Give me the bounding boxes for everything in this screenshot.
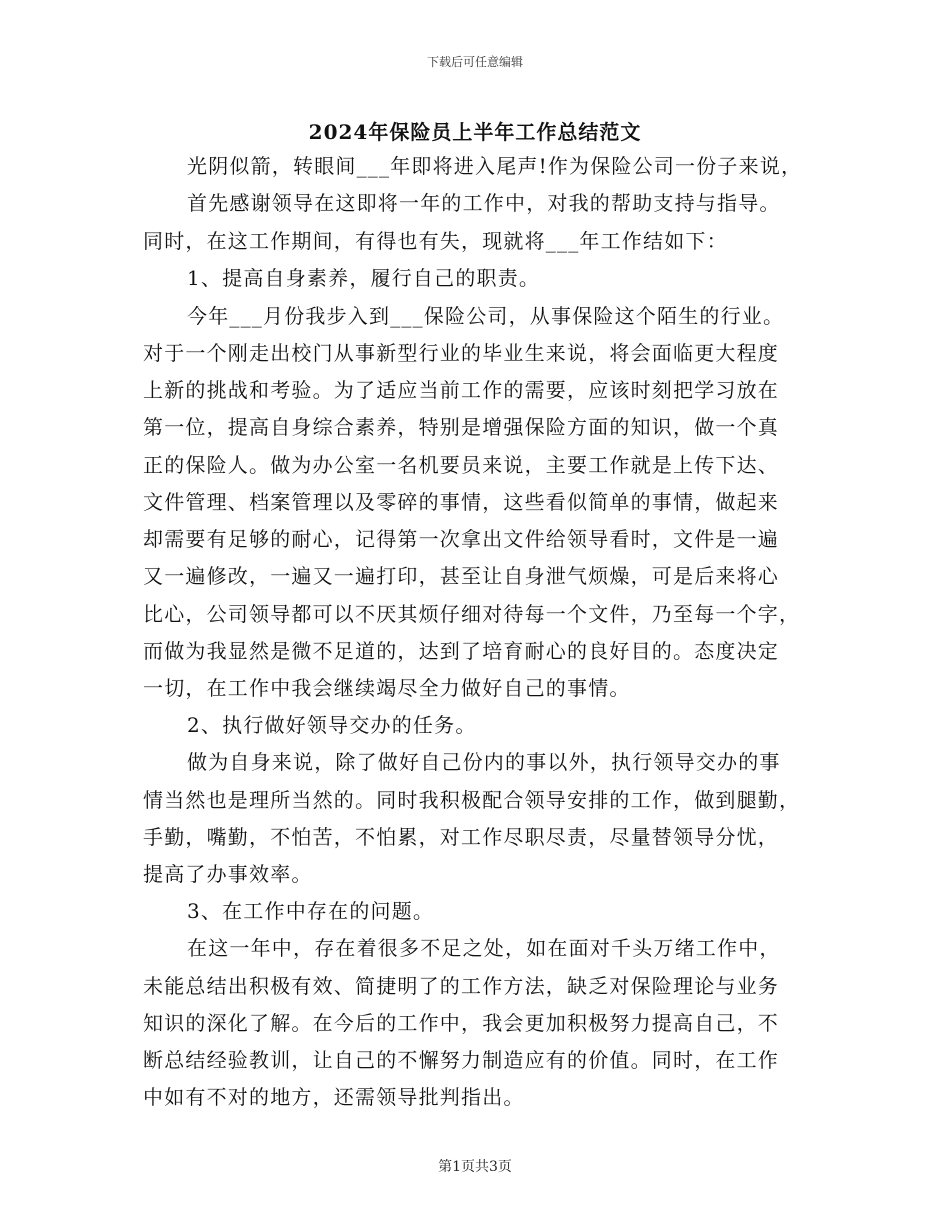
body-line: 做为自身来说，除了做好自己份内的事以外，执行领导交办的事 (187, 750, 781, 774)
body-line: 一切，在工作中我会继续竭尽全力做好自己的事情。 (143, 676, 631, 700)
body-line: 提高了办事效率。 (143, 862, 313, 886)
body-line: 比心，公司领导都可以不厌其烦仔细对待每一个文件，乃至每一个字， (143, 602, 801, 626)
body-line: 文件管理、档案管理以及零碎的事情，这些看似简单的事情，做起来 (143, 490, 779, 514)
body-line: 情当然也是理所当然的。同时我积极配合领导安排的工作，做到腿勤， (143, 788, 801, 812)
body-line: 光阴似箭，转眼间___年即将进入尾声!作为保险公司一份子来说， (187, 154, 803, 178)
body-line: 今年___月份我步入到___保险公司，从事保险这个陌生的行业。 (187, 304, 785, 328)
body-line: 未能总结出积极有效、简捷明了的工作方法，缺乏对保险理论与业务 (143, 974, 779, 998)
body-line: 又一遍修改，一遍又一遍打印，甚至让自身泄气烦燥，可是后来将心 (143, 564, 779, 588)
body-line: 知识的深化了解。在今后的工作中，我会更加积极努力提高自己，不 (143, 1011, 779, 1035)
body-line: 首先感谢领导在这即将一年的工作中，对我的帮助支持与指导。 (187, 191, 781, 215)
body-line: 而做为我显然是微不足道的，达到了培育耐心的良好目的。态度决定 (143, 639, 779, 663)
section-heading: 3、在工作中存在的问题。 (187, 899, 435, 923)
section-heading: 2、执行做好领导交办的任务。 (187, 713, 477, 737)
section-heading: 1、提高自身素养，履行自己的职责。 (187, 266, 541, 290)
page-number: 第1页共3页 (438, 1159, 512, 1175)
page-header: 下载后可任意编辑 (426, 55, 523, 69)
body-line: 断总结经验教训，让自己的不懈努力制造应有的价值。同时，在工作 (143, 1048, 779, 1072)
body-line: 手勤，嘴勤，不怕苦，不怕累，对工作尽职尽责，尽量替领导分忧， (143, 825, 779, 849)
body-line: 对于一个刚走出校门从事新型行业的毕业生来说，将会面临更大程度 (143, 341, 779, 365)
body-line: 同时，在这工作期间，有得也有失，现就将___年工作结如下： (143, 229, 728, 253)
body-line: 上新的挑战和考验。为了适应当前工作的需要，应该时刻把学习放在 (143, 378, 779, 402)
document-title: 2024年保险员上半年工作总结范文 (308, 120, 642, 144)
body-line: 中如有不对的地方，还需领导批判指出。 (143, 1085, 525, 1109)
body-line: 却需要有足够的耐心，记得第一次拿出文件给领导看时，文件是一遍 (143, 527, 779, 551)
body-line: 第一位，提高自身综合素养，特别是增强保险方面的知识，做一个真 (143, 415, 779, 439)
body-line: 在这一年中，存在着很多不足之处，如在面对千头万绪工作中， (187, 936, 781, 960)
body-line: 正的保险人。做为办公室一名机要员来说，主要工作就是上传下达、 (143, 453, 779, 477)
